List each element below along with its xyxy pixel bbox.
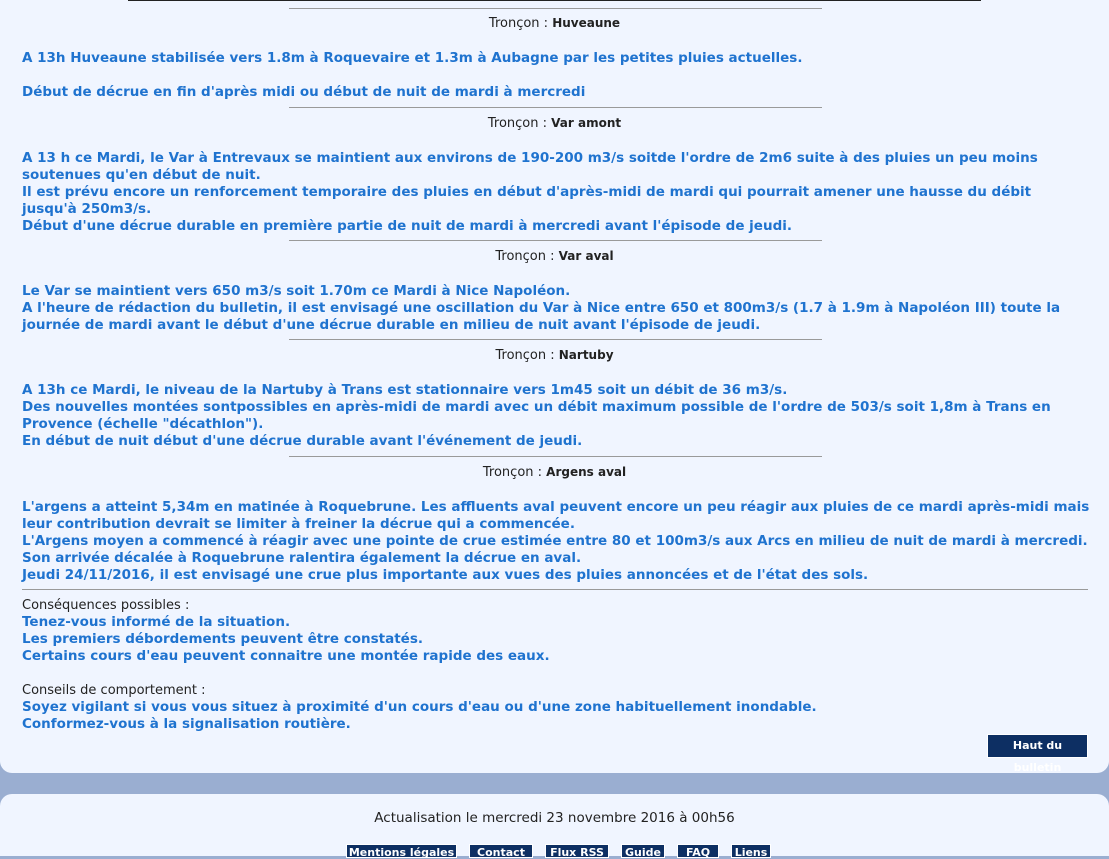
text-line: Le Var se maintient vers 650 m3/s soit 1.70m ce Mardi à Nice Napoléon. — [22, 283, 571, 299]
text-line: A 13h ce Mardi, le niveau de la Nartuby à Trans est stationnaire vers 1m45 soit un débit de 36 m3/s. — [22, 382, 788, 398]
text-line: A 13h Huveaune stabilisée vers 1.8m à Roquevaire et 1.3m à Aubagne par les petites pluies actuelles. — [22, 50, 803, 66]
troncon-heading-huveaune — [0, 16, 1109, 31]
section-divider — [289, 107, 822, 108]
footer-link-guide[interactable]: Guide — [621, 844, 665, 858]
conseils-text — [22, 699, 1090, 733]
section-text-var-amont — [22, 150, 1090, 235]
full-divider — [22, 589, 1088, 590]
text-line: Début de décrue en fin d'après midi ou début de nuit de mardi à mercredi — [22, 84, 586, 100]
back-to-top-button[interactable]: Haut du bulletin — [987, 734, 1088, 758]
text-line: Il est prévu encore un renforcement temporaire des pluies en début d'après-midi de mardi qui pourrait amener une hausse du débit jusqu'à 250m3/s. — [22, 184, 1032, 217]
text-line: A l'heure de rédaction du bulletin, il est envisagé une oscillation du Var à Nice entre 650 et 800m3/s (1.7 à 1.9m à Napoléon III) toute la journée de mardi avant le début d'une décrue durable en milieu de nuit avant l'épisode de jeudi. — [22, 300, 1061, 333]
text-line: Conformez-vous à la signalisation routière. — [22, 716, 351, 732]
text-line: Son arrivée décalée à Roquebrune ralentira également la décrue en aval. — [22, 550, 582, 566]
troncon-heading-var-aval — [0, 249, 1109, 264]
text-line: Des nouvelles montées sontpossibles en après-midi de mardi avec un débit maximum possible de l'ordre de 503/s soit 1,8m à Trans en Provence (échelle "décathlon"). — [22, 399, 1051, 432]
section-text-huveaune — [22, 50, 1090, 101]
conseils-label: Conseils de comportement : — [22, 683, 206, 698]
consequences-label: Conséquences possibles : — [22, 598, 190, 613]
text-line: A 13 h ce Mardi, le Var à Entrevaux se maintient aux environs de 190-200 m3/s soitde l'ordre de 2m6 suite à des pluies un peu moins soutenues qu'en début de nuit. — [22, 150, 1038, 183]
troncon-name: Nartuby — [558, 348, 614, 362]
text-line: L'argens a atteint 5,34m en matinée à Roquebrune. Les affluents aval peuvent encore un peu réagir aux pluies de ce mardi après-midi mais leur contribution devrait se limiter à freiner la décrue qui a commencée. — [22, 499, 1090, 532]
section-text-var-aval — [22, 283, 1090, 334]
footer-link-rss[interactable]: Flux RSS — [545, 844, 609, 858]
footer-link-mentions[interactable]: Mentions légales — [346, 844, 457, 858]
text-line: Soyez vigilant si vous vous situez à proximité d'un cours d'eau ou d'une zone habituellement inondable. — [22, 699, 817, 715]
section-text-argens-aval — [22, 499, 1090, 584]
troncon-prefix: Tronçon : — [495, 249, 555, 264]
text-line: En début de nuit début d'une décrue durable avant l'événement de jeudi. — [22, 433, 583, 449]
troncon-name: Huveaune — [552, 16, 621, 30]
footer-link-liens[interactable]: Liens — [731, 844, 771, 858]
troncon-name: Var amont — [551, 116, 622, 130]
top-divider — [128, 0, 981, 1]
footer-link-contact[interactable]: Contact — [469, 844, 533, 858]
text-line: Tenez-vous informé de la situation. — [22, 614, 291, 630]
text-line: L'Argens moyen a commencé à réagir avec une pointe de crue estimée entre 80 et 100m3/s aux Arcs en milieu de nuit de mardi à mercredi. — [22, 533, 1088, 549]
text-line: Certains cours d'eau peuvent connaitre une montée rapide des eaux. — [22, 648, 550, 664]
update-timestamp: Actualisation le mercredi 23 novembre 2016 à 00h56 — [374, 810, 735, 826]
section-divider — [289, 8, 822, 9]
text-line: Les premiers débordements peuvent être constatés. — [22, 631, 424, 647]
troncon-name: Argens aval — [546, 465, 627, 479]
section-text-nartuby — [22, 382, 1090, 450]
text-line: Début d'une décrue durable en première partie de nuit de mardi à mercredi avant l'épisode de jeudi. — [22, 218, 792, 234]
footer — [0, 794, 1109, 859]
troncon-heading-var-amont — [0, 116, 1109, 131]
footer-link-faq[interactable]: FAQ — [677, 844, 719, 858]
section-divider — [289, 240, 822, 241]
text-line: Jeudi 24/11/2016, il est envisagé une crue plus importante aux vues des pluies annoncées et de l'état des sols. — [22, 567, 869, 583]
troncon-name: Var aval — [558, 249, 614, 263]
troncon-heading-argens-aval — [0, 465, 1109, 480]
troncon-prefix: Tronçon : — [488, 16, 549, 31]
troncon-heading-nartuby — [0, 348, 1109, 363]
troncon-prefix: Tronçon : — [495, 348, 555, 363]
section-divider — [289, 339, 822, 340]
troncon-prefix: Tronçon : — [487, 116, 548, 131]
consequences-text — [22, 614, 1090, 665]
troncon-prefix: Tronçon : — [482, 465, 543, 480]
section-divider — [289, 456, 822, 457]
